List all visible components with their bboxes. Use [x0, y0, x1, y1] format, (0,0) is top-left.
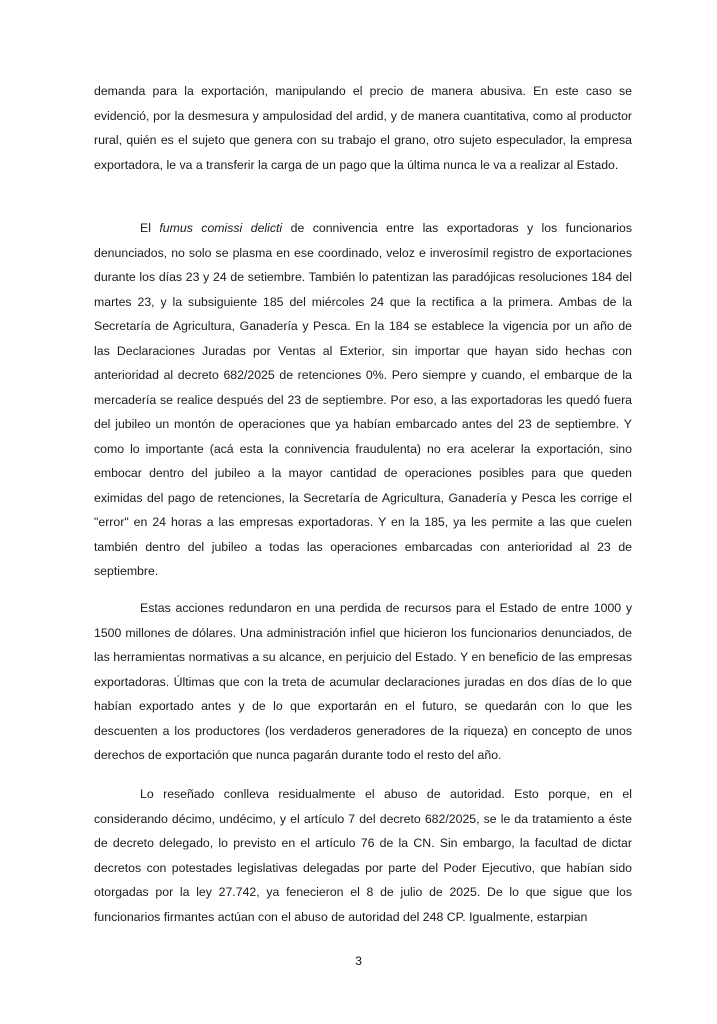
- paragraph-4-body: Lo reseñado conlleva residualmente el abuso de autoridad. Esto porque, en el considerando décimo, undécimo, y el artículo 7 del decreto 682/2025, se le da tratamiento a éste de decreto delegado, lo previsto en el artículo 76 de la CN. Sin embargo, la facultad de dictar decretos con potestades legislativas delegadas por parte del Poder Ejecutivo, que habían sido otorgadas por la ley 27.742, ya fenecieron el 8 de julio de 2025. De lo que sigue que los funcionarios firmantes actúan con el abuso de autoridad del 248 CP. Igualmente, estarpian: [94, 787, 632, 924]
- paragraph-3-body: Estas acciones redundaron en una perdida de recursos para el Estado de entre 1000 y 1500 millones de dólares. Una administración infiel que hicieron los funcionarios denunciados, de las herramientas normativas a su alcance, en perjuicio del Estado. Y en beneficio de las empresas exportadoras. Últimas que con la treta de acumular declaraciones juradas en dos días de lo que habían exportado antes y de lo que exportarán en el futuro, se quedarán con lo que les descuenten a los productores (los verdaderos generadores de la riqueza) en concepto de unos derechos de exportación que nunca pagarán durante todo el resto del año.: [94, 601, 632, 762]
- paragraph-1: [94, 79, 632, 177]
- paragraph-3-text: [94, 596, 632, 768]
- paragraph-1-text: demanda para la exportación, manipulando el precio de manera abusiva. En este caso se evidenció, por la desmesura y ampulosidad del ardid, y de manera cuantitativa, como al productor rural, quién es el sujeto que genera con su trabajo el grano, otro sujeto especulador, la empresa exportadora, le va a transferir la carga de un pago que la última nunca le va a realizar al Estado.: [94, 84, 632, 172]
- paragraph-2-text: [94, 216, 632, 584]
- paragraph-2-body: de connivencia entre las exportadoras y los funcionarios denunciados, no solo se plasma en ese coordinado, veloz e inverosímil registro de exportaciones durante los días 23 y 24 de setiembre. También lo patentizan las paradójicas resoluciones 184 del martes 23, y la subsiguiente 185 del miércoles 24 que la rectifica a la primera. Ambas de la Secretaría de Agricultura, Ganadería y Pesca. En la 184 se establece la vigencia por un año de las Declaraciones Juradas por Ventas al Exterior, sin importar que hayan sido hechas con anterioridad al decreto 682/2025 de retenciones 0%. Pero siempre y cuando, el embarque de la mercadería se realice después del 23 de septiembre. Por eso, a las exportadoras les quedó fuera del jubileo un montón de operaciones que ya habían embarcado antes del 23 de septiembre. Y como lo importante (acá esta la connivencia fraudulenta) no era acelerar la exportación, sino embocar dentro del jubileo a la mayor cantidad de operaciones posibles para que queden eximidas del pago de retenciones, la Secretaría de Agricultura, Ganadería y Pesca les corrige el "error" en 24 horas a las empresas exportadoras. Y en la 185, ya les permite a las que cuelen también dentro del jubileo a todas las operaciones embarcadas con anterioridad al 23 de septiembre.: [94, 221, 632, 578]
- paragraph-4: [94, 782, 632, 929]
- paragraph-2: [94, 216, 632, 584]
- paragraph-4-text: [94, 782, 632, 929]
- paragraph-2-lead: El: [140, 221, 160, 235]
- page-number: 3: [355, 954, 362, 968]
- latin-phrase-emphasis: fumus comissi delicti: [159, 221, 283, 235]
- paragraph-3: [94, 596, 632, 768]
